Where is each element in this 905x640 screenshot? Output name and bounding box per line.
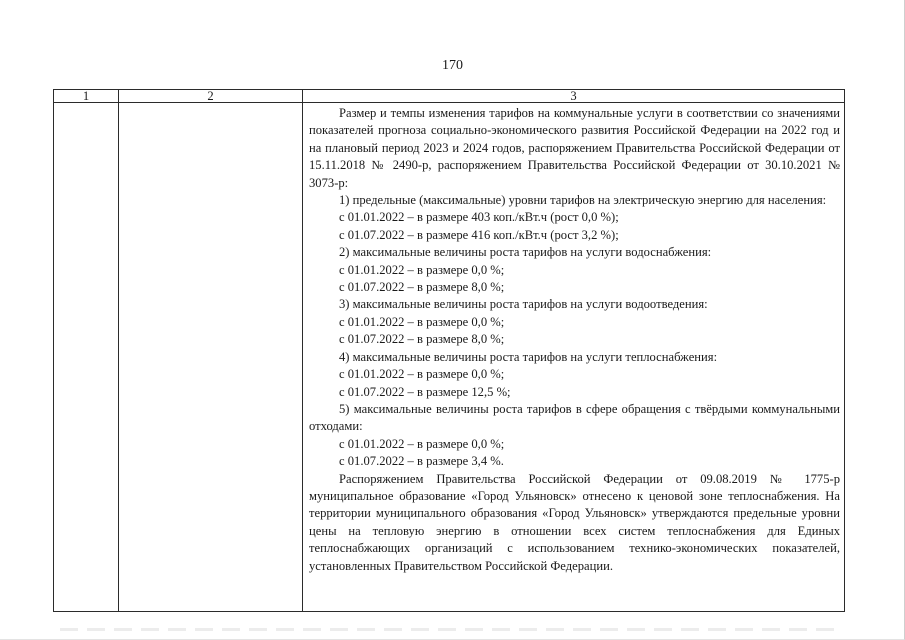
cell-column-2 bbox=[119, 103, 303, 612]
section-heading-3: 3) максимальные величины роста тарифов на услуги водоотведения: bbox=[339, 297, 708, 312]
section-5-item-2: с 01.07.2022 – в размере 3,4 %. bbox=[339, 454, 504, 469]
table-header-row bbox=[54, 90, 845, 103]
cell-column-3 bbox=[303, 103, 845, 612]
section-heading-1: 1) предельные (максимальные) уровни тарифов на электрическую энергию для населения: bbox=[339, 193, 827, 208]
table-row bbox=[54, 103, 845, 612]
scan-artifact bbox=[60, 628, 840, 631]
closing-paragraph: Распоряжением Правительства Российской Федерации от 09.08.2019 № 1775-р муниципальное образование «Город Ульяновск» отнесено к ценовой зоне теплоснабжения. На территории муниципального образования «Город Ульяновск» утверждаются предельные уровни цены на тепловую энергию в отношении всех систем теплоснабжения для Единых теплоснабжающих организаций с использованием технико-экономических показателей, установленных Правительством Российской Федерации. bbox=[309, 471, 840, 573]
intro-paragraph: Размер и темпы изменения тарифов на коммунальные услуги в соответствии со значениями показателей прогноза социально-экономического развития Российской Федерации на 2022 год и на плановый период 2023 и 2024 годов, распоряжением Правительства Российской Федерации от 15.11.2018 № 2490-р, распоряжением Правительства Российской Федерации от 30.10.2021 № 3073-р: bbox=[309, 106, 840, 190]
section-heading-5: 5) максимальные величины роста тарифов в сфере обращения с твёрдыми коммунальными отходами: bbox=[309, 401, 840, 434]
section-1-item-2: с 01.07.2022 – в размере 416 коп./кВт.ч (рост 3,2 %); bbox=[339, 227, 619, 242]
section-3-item-1: с 01.01.2022 – в размере 0,0 %; bbox=[339, 314, 505, 329]
section-heading-2: 2) максимальные величины роста тарифов на услуги водоснабжения: bbox=[339, 245, 712, 260]
column-header-3: 3 bbox=[303, 90, 845, 103]
section-1-item-1: с 01.01.2022 – в размере 403 коп./кВт.ч (рост 0,0 %); bbox=[339, 210, 619, 225]
section-4-item-2: с 01.07.2022 – в размере 12,5 %; bbox=[339, 384, 511, 399]
section-3-item-2: с 01.07.2022 – в размере 8,0 %; bbox=[339, 332, 505, 347]
column-header-1: 1 bbox=[54, 90, 119, 103]
section-4-item-1: с 01.01.2022 – в размере 0,0 %; bbox=[339, 367, 505, 382]
tariff-text bbox=[303, 103, 844, 575]
section-2-item-2: с 01.07.2022 – в размере 8,0 %; bbox=[339, 280, 505, 295]
section-2-item-1: с 01.01.2022 – в размере 0,0 %; bbox=[339, 262, 505, 277]
page-number: 170 bbox=[442, 58, 463, 73]
section-heading-4: 4) максимальные величины роста тарифов на услуги теплоснабжения: bbox=[339, 349, 718, 364]
cell-column-1 bbox=[54, 103, 119, 612]
column-header-2: 2 bbox=[119, 90, 303, 103]
section-5-item-1: с 01.01.2022 – в размере 0,0 %; bbox=[339, 436, 505, 451]
document-table bbox=[53, 89, 845, 612]
